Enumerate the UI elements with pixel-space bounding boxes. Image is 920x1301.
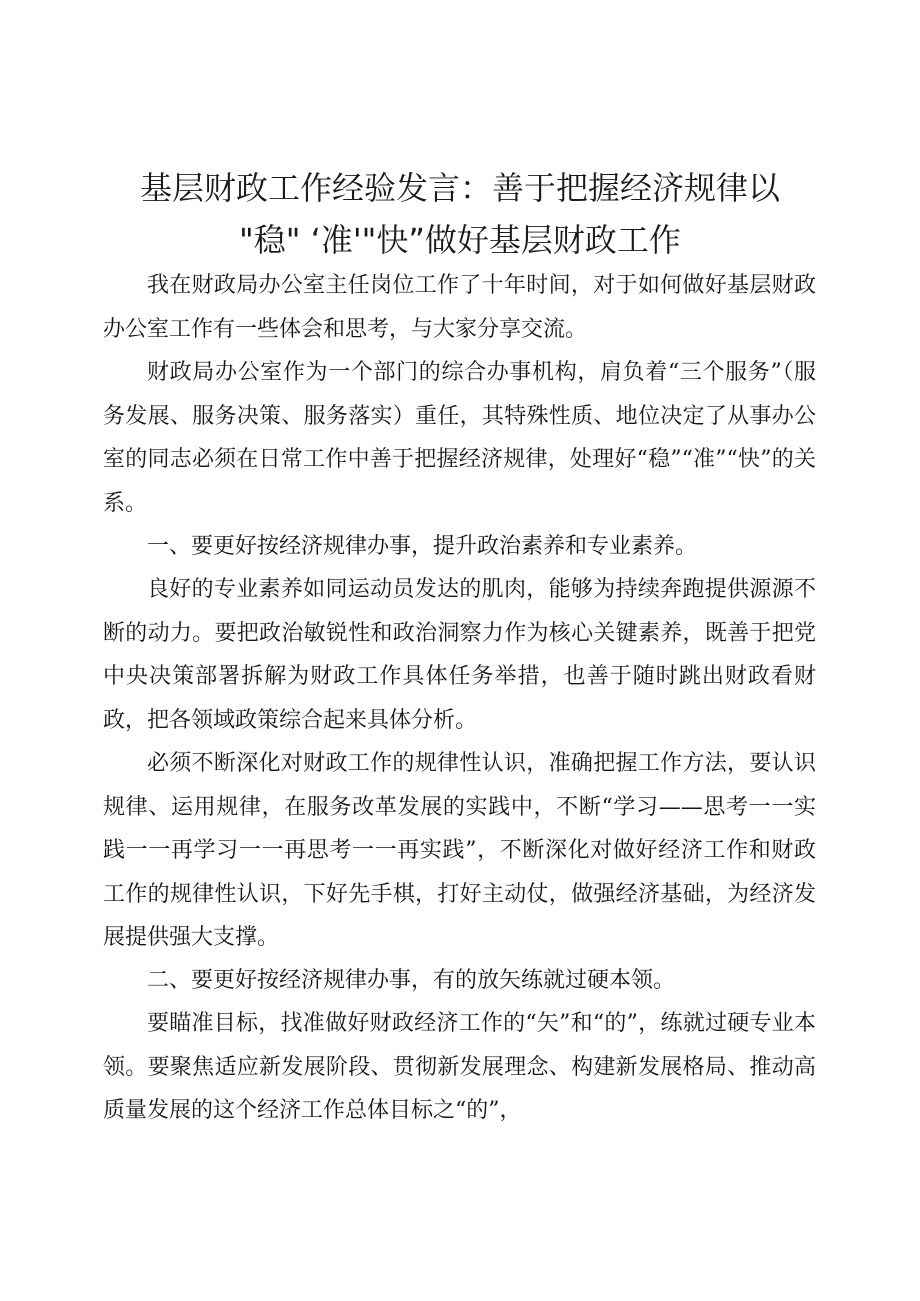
paragraph-intro: 我在财政局办公室主任岗位工作了十年时间，对于如何做好基层财政办公室工作有一些体会和思考，与大家分享交流。 — [103, 273, 816, 342]
document-title-line-2: "稳" ‘准'"快”做好基层财政工作 — [239, 221, 681, 259]
section-heading-2: 二、要更好按经济规律办事，有的放矢练就过硬本领。 — [147, 968, 676, 993]
paragraph-target-goals: 要瞄准目标，找准做好财政经济工作的“矢”和“的”，练就过硬专业本领。要聚焦适应新发展阶段、贯彻新发展理念、构建新发展格局、推动高质量发展的这个经济工作总体目标之“的”， — [103, 1011, 816, 1123]
section-heading-1: 一、要更好按经济规律办事，提升政治素养和专业素养。 — [147, 534, 698, 559]
paragraph-deepen-understanding: 必须不断深化对财政工作的规律性认识，准确把握工作方法，要认识规律、运用规律，在服务改革发展的实践中，不断“学习——思考一一实践一一再学习一一再思考一一再实践”，不断深化对做好经济工作和财政工作的规律性认识，下好先手棋，打好主动仗，做强经济基础，为经济发展提供强大支撑。 — [103, 751, 816, 950]
paragraph-professional-quality: 良好的专业素养如同运动员发达的肌肉，能够为持续奔跑提供源源不断的动力。要把政治敏锐性和政治洞察力作为核心关键素养，既善于把党中央决策部署拆解为财政工作具体任务举措，也善于随时跳出财政看财政，把各领域政策综合起来具体分析。 — [103, 577, 816, 733]
paragraph-office-role: 财政局办公室作为一个部门的综合办事机构，肩负着“三个服务”（服务发展、服务决策、服务落实）重任，其特殊性质、地位决定了从事办公室的同志必须在日常工作中善于把握经济规律，处理好“稳”“准”“快”的关系。 — [103, 360, 816, 516]
document-title-line-1: 基层财政工作经验发言：善于把握经济规律以 — [139, 169, 780, 207]
